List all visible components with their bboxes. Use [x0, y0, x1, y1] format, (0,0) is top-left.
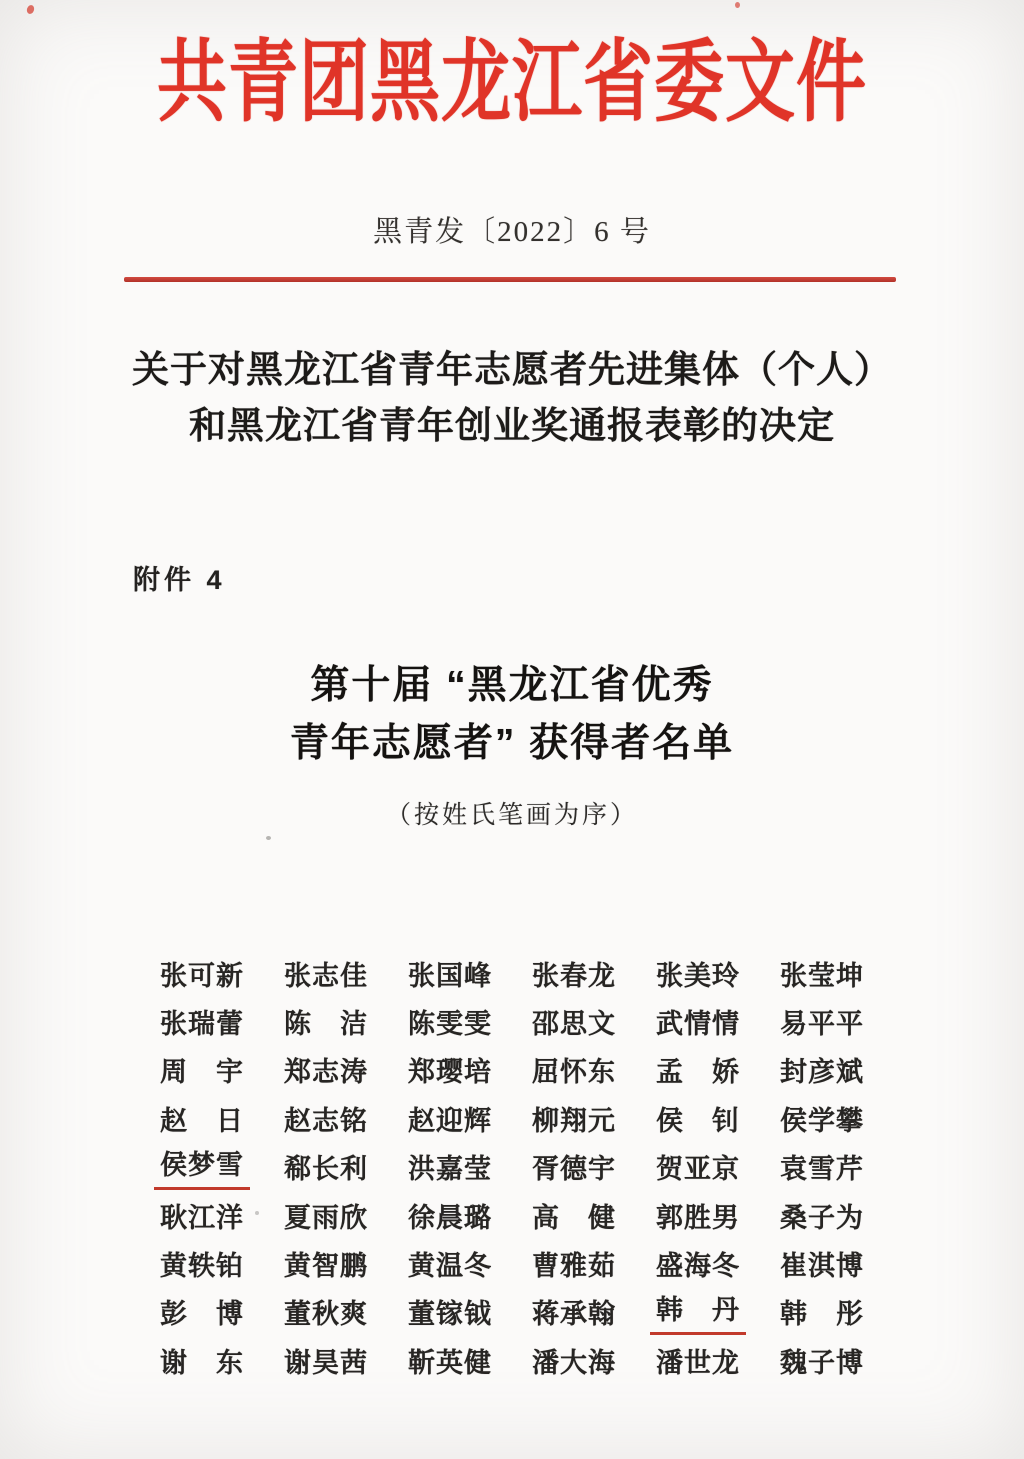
recipient-name: 邵思文	[532, 1009, 616, 1040]
recipient-name: 武情情	[656, 1009, 740, 1040]
recipient-name: 潘大海	[532, 1347, 616, 1378]
recipient-name: 韩 彤	[780, 1299, 864, 1330]
recipient-name: 张瑞蕾	[160, 1009, 244, 1040]
recipient-name: 魏子博	[780, 1347, 864, 1378]
recipient-name: 黄温冬	[408, 1251, 492, 1282]
recipient-name: 彭 博	[160, 1299, 244, 1330]
recipient-name: 曹雅茹	[532, 1251, 616, 1282]
recipient-name: 郑璎培	[408, 1057, 492, 1088]
recipient-name	[656, 1288, 740, 1335]
document-title-line1: 关于对黑龙江省青年志愿者先进集体（个人）	[132, 349, 892, 390]
recipient-name: 贺亚京	[656, 1154, 740, 1185]
recipient-name: 高 健	[532, 1202, 616, 1233]
document-title-line2: 和黑龙江省青年创业奖通报表彰的决定	[189, 405, 835, 446]
recipient-name: 陈 洁	[284, 1009, 368, 1040]
award-list-title-line2: 青年志愿者” 获得者名单	[289, 722, 735, 765]
red-underlined-name: 韩 丹	[650, 1288, 746, 1335]
recipient-name: 蒋承翰	[532, 1299, 616, 1330]
recipient-name: 柳翔元	[532, 1105, 616, 1136]
recipient-name: 陈雯雯	[408, 1009, 492, 1040]
recipient-name: 封彦斌	[780, 1057, 864, 1088]
scan-artifact-gray-dot	[266, 836, 271, 840]
recipient-name: 董秋爽	[284, 1299, 368, 1330]
recipient-name: 张志佳	[284, 960, 368, 991]
letterhead-title: 共青团黑龙江省委文件	[157, 34, 867, 134]
recipient-name: 赵 日	[160, 1105, 244, 1136]
letterhead-divider-line	[124, 277, 896, 282]
sort-order-note: （按姓氏笔画为序）	[385, 802, 638, 829]
attachment-label: 附件 4	[133, 565, 226, 595]
recipient-name: 张美玲	[656, 960, 740, 991]
recipient-name: 盛海冬	[656, 1251, 740, 1282]
recipient-name: 侯 钊	[656, 1105, 740, 1136]
recipient-name: 胥德宇	[532, 1154, 616, 1185]
recipient-name: 屈怀东	[532, 1057, 616, 1088]
recipient-name: 张莹坤	[780, 960, 864, 991]
recipient-name: 周 宇	[160, 1057, 244, 1088]
recipient-name: 洪嘉莹	[408, 1154, 492, 1185]
recipient-name: 郭胜男	[656, 1202, 740, 1233]
document-title	[0, 342, 1024, 454]
recipient-name: 袁雪芹	[780, 1154, 864, 1185]
recipient-name: 耿江洋	[160, 1202, 244, 1233]
recipient-name: 赵迎辉	[408, 1105, 492, 1136]
recipient-name: 张国峰	[408, 960, 492, 991]
recipient-name	[160, 1143, 244, 1190]
recipient-name: 张可新	[160, 960, 244, 991]
recipient-name: 孟 娇	[656, 1057, 740, 1088]
recipient-name: 易平平	[780, 1009, 864, 1040]
recipient-names-grid	[140, 949, 884, 1385]
recipient-name: 郑志涛	[284, 1057, 368, 1088]
recipient-name: 董镓钺	[408, 1299, 492, 1330]
recipient-name: 潘世龙	[656, 1347, 740, 1378]
recipient-name: 靳英健	[408, 1347, 492, 1378]
recipient-name: 赵志铭	[284, 1105, 368, 1136]
scan-artifact-red-speck	[26, 4, 36, 15]
award-list-title-line1: 第十届 “黑龙江省优秀	[310, 664, 714, 707]
recipient-name: 夏雨欣	[284, 1202, 368, 1233]
recipient-name: 郗长利	[284, 1154, 368, 1185]
recipient-name: 侯学攀	[780, 1105, 864, 1136]
recipient-name: 徐晨璐	[408, 1202, 492, 1233]
red-underlined-name: 侯梦雪	[154, 1143, 250, 1190]
scan-artifact-red-speck	[735, 2, 740, 8]
recipient-name: 张春龙	[532, 960, 616, 991]
recipient-name: 黄智鹏	[284, 1251, 368, 1282]
recipient-name: 崔淇博	[780, 1251, 864, 1282]
recipient-name: 黄轶铂	[160, 1251, 244, 1282]
recipient-name: 谢 东	[160, 1347, 244, 1378]
recipient-name: 桑子为	[780, 1202, 864, 1233]
recipient-name: 谢昊茜	[284, 1347, 368, 1378]
award-list-title	[0, 657, 1024, 773]
document-number: 黑青发〔2022〕6 号	[373, 216, 651, 248]
